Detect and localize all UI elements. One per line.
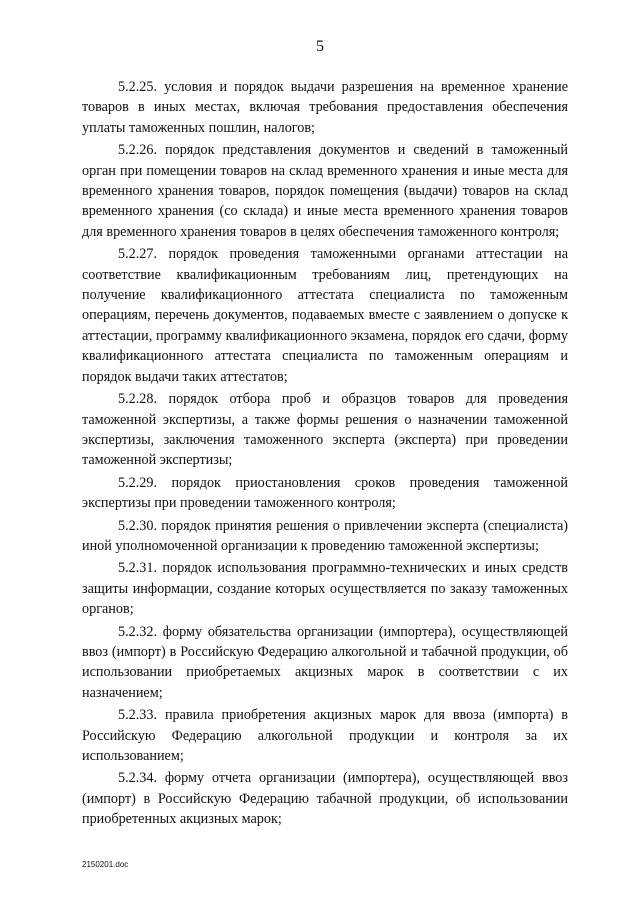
paragraph-5-2-31: 5.2.31. порядок использования программно-технических и иных средств защиты информации, создание которых осуществляется по заказу таможенных органов; [82, 560, 568, 618]
document-body [82, 77, 568, 832]
paragraph-5-2-34: 5.2.34. форму отчета организации (импортера), осуществляющей ввоз (импорт) в Российскую Федерацию табачной продукции, об использовании приобретенных акцизных марок; [82, 770, 568, 828]
paragraph-5-2-26: 5.2.26. порядок представления документов и сведений в таможенный орган при помещении товаров на склад временного хранения и иные места для временного хранения товаров, порядок помещения (выдачи) товаров на склад временного хранения (со склада) и иные места временного хранения товаров для временного хранения товаров в целях обеспечения таможенного контроля; [82, 142, 568, 240]
page-number: 5 [316, 38, 324, 55]
paragraph-5-2-33: 5.2.33. правила приобретения акцизных марок для ввоза (импорта) в Российскую Федерацию алкогольной продукции и контроля за их использованием; [82, 707, 568, 764]
paragraph-5-2-27: 5.2.27. порядок проведения таможенными органами аттестации на соответствие квалификационным требованиям лиц, претендующих на получение квалификационного аттестата специалиста по таможенным операциям, перечень документов, подаваемых вместе с заявлением о допуске к аттестации, программу квалификационного экзамена, порядок его сдачи, форму квалификационного аттестата специалиста по таможенным операциям и порядок выдачи таких аттестатов; [82, 246, 568, 385]
paragraph-5-2-25: 5.2.25. условия и порядок выдачи разрешения на временное хранение товаров в иных местах, включая требования предоставления обеспечения уплаты таможенных пошлин, налогов; [82, 79, 568, 136]
paragraph-5-2-30: 5.2.30. порядок принятия решения о привлечении эксперта (специалиста) иной уполномоченной организации к проведению таможенной экспертизы; [82, 517, 568, 554]
paragraph-5-2-28: 5.2.28. порядок отбора проб и образцов товаров для проведения таможенной экспертизы, а также формы решения о назначении таможенной экспертизы, заключения таможенного эксперта (эксперта) при проведении таможенной экспертизы; [82, 391, 568, 469]
footer-filename: 2150201.doc [82, 860, 129, 869]
paragraph-5-2-32: 5.2.32. форму обязательства организации (импортера), осуществляющей ввоз (импорт) в Российскую Федерацию алкогольной и табачной продукции, об использовании приобретаемых акцизных марок в соответствии с их назначением; [82, 623, 568, 701]
paragraph-5-2-29: 5.2.29. порядок приостановления сроков проведения таможенной экспертизы при проведении таможенного контроля; [82, 474, 568, 512]
